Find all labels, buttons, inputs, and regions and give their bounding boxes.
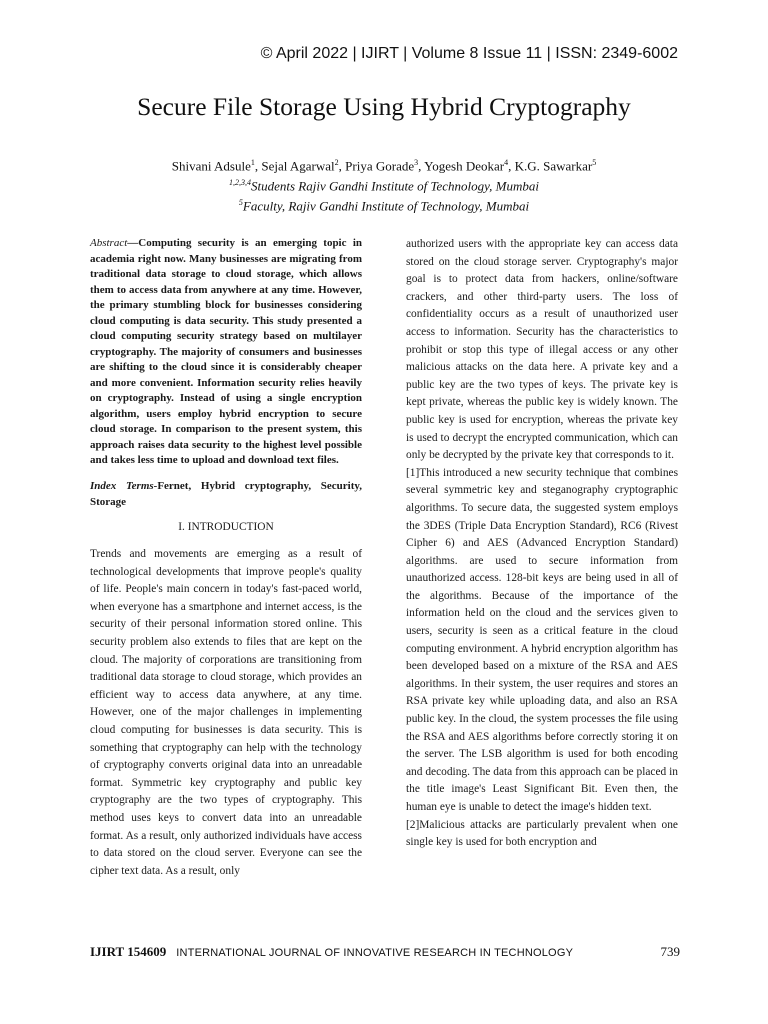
abstract-label: Abstract bbox=[90, 237, 128, 249]
author-superscript: 5 bbox=[592, 158, 597, 167]
footer-journal-name: INTERNATIONAL JOURNAL OF INNOVATIVE RESEARCH IN TECHNOLOGY bbox=[176, 947, 574, 959]
affiliation-superscript: 5 bbox=[238, 198, 243, 207]
section-heading-introduction: I. INTRODUCTION bbox=[178, 520, 274, 533]
author-superscript: 1 bbox=[250, 158, 255, 167]
author-name: K.G. Sawarkar bbox=[514, 158, 593, 174]
abstract bbox=[90, 236, 362, 469]
author-name: Sejal Agarwal bbox=[261, 158, 335, 174]
affiliation-faculty bbox=[0, 198, 768, 214]
right-column bbox=[406, 236, 678, 852]
intro-paragraph-3: [1]This introduced a new security technique that combines several symmetric key and steganography cryptographic algorithms. To secure data, the suggested system employs the 3DES (Triple Data Encryption Standard), RC6 (Rivest Cipher 6) and AES (Advanced Encryption Standard) algorithms. are used to secure information from unauthorized access. 128-bit keys are being used in all of the algorithms. Because of the importance of the information held on the cloud and the services given to users, security is seen as a critical feature in the cloud computing environment. A hybrid encryption algorithm has been developed based on a mixture of the RSA and AES algorithms. In their system, the user requires and stores an RSA private key while uploading data, and also an RSA public key. In the cloud, the system processes the file using the RSA and AES algorithms before correctly storing it on the server. The LSB algorithm is used for both encoding and decoding. The data from this approach can be placed in the title image's Least Significant Bit. Even then, the human eye is unable to detect the image's hidden text. bbox=[406, 466, 678, 813]
intro-paragraph-1: Trends and movements are emerging as a result of technological developments that improve people's quality of life. People's main concern in today's fast-paced world, when everyone has a smartphone and internet access, is the security of their personal information stored online. This security problem also extends to files that are kept on the cloud. The majority of corporations are transitioning from traditional data storage to cloud storage, which provides an efficient way to access data anywhere, at any time. However, one of the major challenges in implementing cloud computing for businesses is data security. This is something that cryptography can help with the technology of cryptography converts original data into an unreadable format. Symmetric key cryptography and public key cryptography are the two types of cryptography. This method uses keys to convert data into an unreadable format. As a result, only authorized individuals have access to data stored on the cloud server. Everyone can see the cipher text data. As a result, only bbox=[90, 548, 362, 877]
author-superscript: 4 bbox=[504, 158, 509, 167]
index-terms bbox=[90, 478, 362, 510]
affiliation-text: Students Rajiv Gandhi Institute of Technology, Mumbai bbox=[250, 178, 540, 194]
paper-title: Secure File Storage Using Hybrid Cryptography bbox=[137, 92, 631, 121]
index-terms-text: Fernet, Hybrid cryptography, Security, Storage bbox=[90, 479, 362, 508]
footer-journal-id: IJIRT 154609 bbox=[90, 944, 167, 959]
affiliation-students bbox=[0, 178, 768, 194]
author-superscript: 3 bbox=[414, 158, 419, 167]
intro-paragraph-2: authorized users with the appropriate key can access data stored on the cloud storage server. Cryptography's major goal is to protect data from hackers, online/software crackers, and other third-party users. The loss of confidentiality occurs as a result of unauthorized user access to information. Security has the characteristics to prohibit or stop this type of illegal access or any other malicious attacks on the data here. A private key and a public key are the two types of keys. The private key is kept private, whereas the public key is widely known. The public key is used for encryption, whereas the private key is used to decrypt the encrypted communication, which can only be decrypted by the private key that corresponds to it. bbox=[406, 238, 678, 462]
author-name: Shivani Adsule bbox=[171, 158, 251, 174]
abstract-text: Computing security is an emerging topic in academia right now. Many businesses are migrating from traditional data storage to cloud storage, which allows them to access data from anywhere at any time. However, the primary stumbling block for businesses considering cloud computing is data security. This study presented a cloud computing security strategy based on multilayer cryptography. The majority of consumers and businesses are shifting to the cloud since it is considerably cheaper and more convenient. Information security relies heavily on cryptography. Instead of using a single encryption algorithm, users employ hybrid encryption to secure cloud storage. In comparison to the present system, this approach raises data security to the highest level possible and takes less time to upload and download text files. bbox=[90, 237, 362, 466]
author-separator: , bbox=[338, 158, 346, 174]
page-number: 739 bbox=[660, 944, 680, 959]
affiliation-text: Faculty, Rajiv Gandhi Institute of Technology, Mumbai bbox=[242, 198, 530, 214]
author-name: Yogesh Deokar bbox=[424, 158, 505, 174]
author-separator: , bbox=[418, 158, 425, 174]
author-list bbox=[0, 158, 768, 174]
affiliation-superscript: 1,2,3,4 bbox=[228, 178, 251, 187]
intro-paragraph-4: [2]Malicious attacks are particularly prevalent when one single key is used for both encryption and bbox=[406, 818, 678, 849]
author-name: Priya Gorade bbox=[345, 158, 415, 174]
abstract-dash: — bbox=[127, 237, 139, 249]
author-superscript: 2 bbox=[334, 158, 339, 167]
journal-citation-header: © April 2022 | IJIRT | Volume 8 Issue 11 | ISSN: 2349-6002 bbox=[260, 45, 678, 62]
author-separator: , bbox=[508, 158, 515, 174]
left-column bbox=[90, 236, 362, 880]
page-footer bbox=[90, 944, 680, 960]
author-separator: , bbox=[254, 158, 262, 174]
index-terms-label: Index Terms- bbox=[90, 479, 158, 492]
